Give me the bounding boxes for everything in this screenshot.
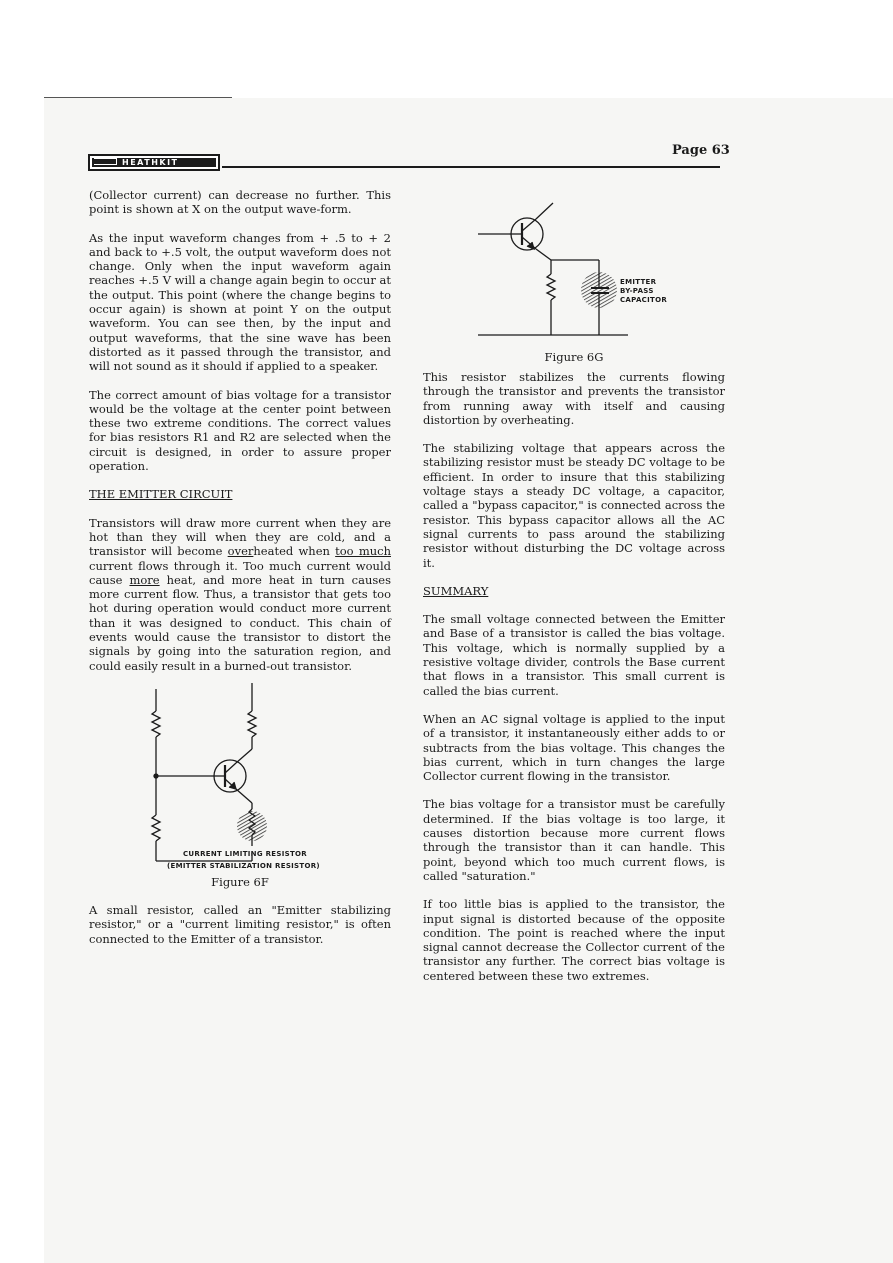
right-column	[423, 188, 725, 997]
figure-6g	[423, 188, 725, 370]
paragraph: The correct amount of bias voltage for a transistor would be the voltage at the center point between these two extreme conditions. The correct values for bias resistors R1 and R2 are selected when the circuit is designed, in order to assure proper operation.	[89, 387, 391, 474]
page-number: Page 63	[672, 143, 730, 158]
left-column	[89, 188, 391, 960]
figure-label: (EMITTER STABILIZATION RESISTOR)	[167, 861, 320, 870]
emitter-resistor-highlight	[237, 811, 267, 841]
paragraph: The stabilizing voltage that appears across the stabilizing resistor must be steady DC voltage to be efficient. In order to insure that this stabilizing voltage stays a steady DC voltage, a capacitor, called a "bypass capacitor," is connected across the resistor. This bypass capacitor allows all the AC signal currents to pass around the stabilizing resistor without disturbing the DC voltage across it.	[423, 441, 725, 570]
paragraph: A small resistor, called an "Emitter stabilizing resistor," or a "current limiting resistor," is often connected to the Emitter of a transistor.	[89, 902, 391, 946]
paragraph: When an AC signal voltage is applied to the input of a transistor, it instantaneously either adds to or subtracts from the bias voltage. This changes the bias current, which in turn changes the large Collector current flowing in the transistor.	[423, 711, 725, 784]
bypass-capacitor-highlight	[581, 272, 617, 308]
top-divider	[44, 97, 232, 98]
paragraph: (Collector current) can decrease no further. This point is shown at X on the output wave-form.	[89, 188, 391, 217]
logo-arrow-icon	[94, 158, 117, 165]
header-rule	[222, 166, 720, 168]
paragraph: The small voltage connected between the Emitter and Base of a transistor is called the bias voltage. This voltage, which is normally supplied by a resistive voltage divider, controls the Base current that flows in a transistor. This small current is called the bias current.	[423, 612, 725, 698]
figure-caption: Figure 6F	[211, 874, 269, 889]
figure-caption: Figure 6G	[544, 350, 604, 364]
figure-6f	[89, 683, 391, 891]
section-heading-emitter-circuit: THE EMITTER CIRCUIT	[89, 487, 233, 502]
paragraph: This resistor stabilizes the currents flowing through the transistor and prevents the transistor from running away with itself and causing distortion by overheating.	[423, 370, 725, 427]
paragraph: As the input waveform changes from + .5 to + 2 and back to +.5 volt, the output waveform does not change. Only when the input waveform again reaches +.5 V will a change again begin to occur at the output. This point (where the change begins to occur again) is shown at point Y on the output waveform. You can see then, by the input and output waveforms, that the sine wave has been distorted as it passed through the transistor, and will not sound as it should if applied to a speaker.	[89, 230, 391, 374]
figure-label: EMITTER BY-PASS CAPACITOR	[620, 278, 668, 304]
paragraph: If too little bias is applied to the transistor, the input signal is distorted because of the opposite condition. The point is reached where the input signal cannot decrease the Collector current of the transistor any further. The correct bias voltage is centered between these two extremes.	[423, 897, 725, 983]
figure-label: CURRENT LIMITING RESISTOR	[183, 849, 307, 858]
bypass-capacitor-circuit-diagram	[423, 188, 725, 358]
section-heading-summary: SUMMARY	[423, 583, 489, 598]
paragraph: The bias voltage for a transistor must be carefully determined. If the bias voltage is too large, it causes distortion because more current flows through the transistor than it can handle. This point, beyond which too much current flows, is called "saturation."	[423, 797, 725, 883]
logo-text: HEATHKIT	[92, 158, 216, 167]
paragraph: Transistors will draw more current when they are hot than they will when they are cold, and a transistor will become overheated when too much current flows through it. Too much current would cause more heat, and more heat in turn causes more current flow. Thus, a transistor that gets too hot during operation would conduct more current than it was designed to conduct. This chain of events would cause the transistor to distort the signals by going into the saturation region, and could easily result in a burned-out transistor.	[89, 515, 391, 673]
heathkit-logo	[88, 154, 220, 171]
